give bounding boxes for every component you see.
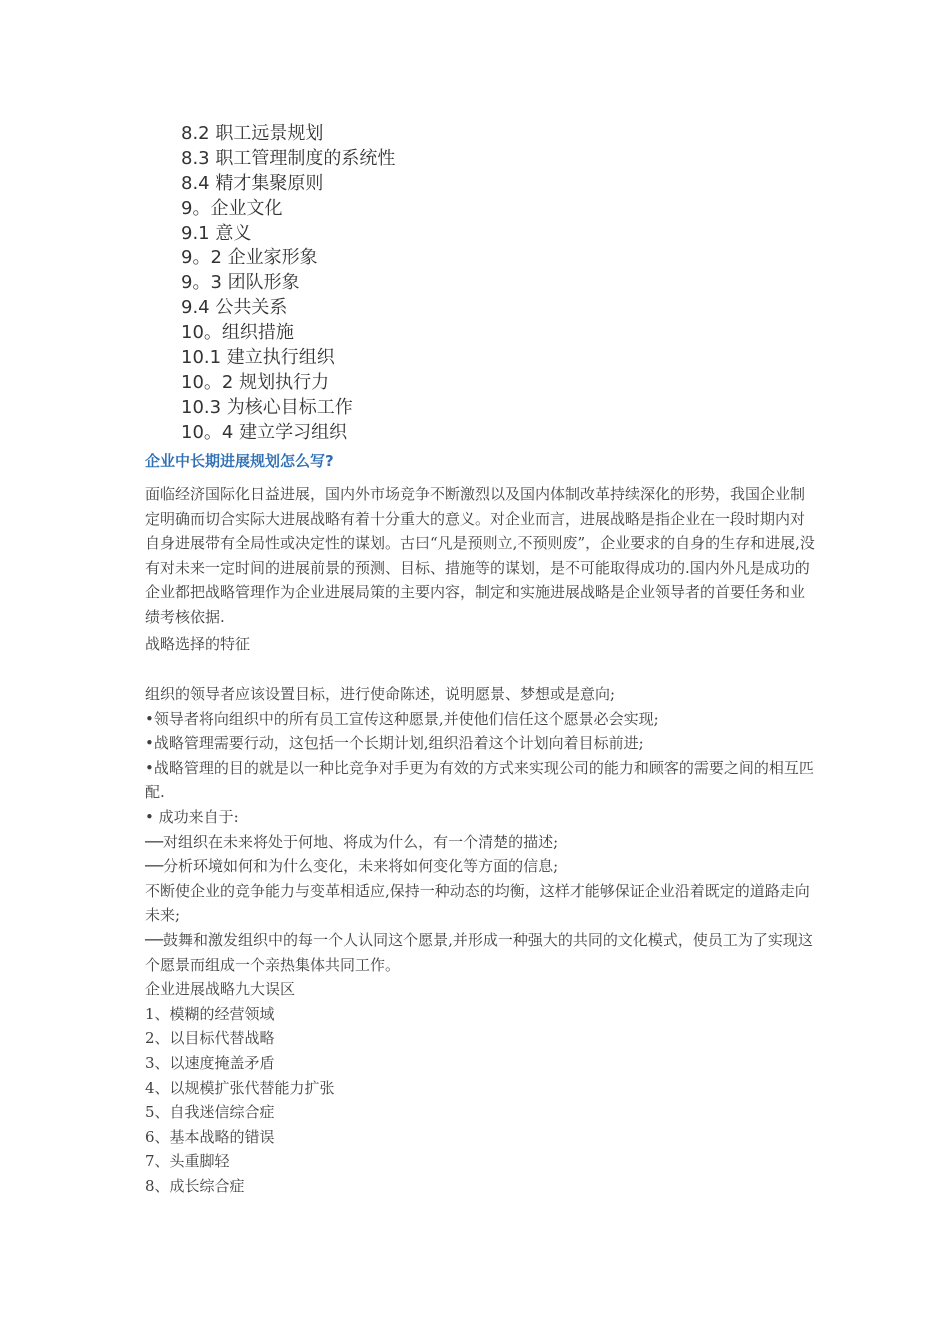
feature-title bbox=[145, 632, 817, 657]
feature-title-text: 战略选择的特征 bbox=[145, 635, 251, 653]
toc-item: 8.3 职工管理制度的系统性 bbox=[181, 147, 396, 169]
toc-item: 8.4 精才集聚原则 bbox=[181, 172, 324, 194]
table-of-contents bbox=[181, 122, 681, 446]
list-item: 不断使企业的竞争能力与变革相适应,保持一种动态的均衡，这样才能够保证企业沿着既定的道路走向未来; bbox=[145, 881, 810, 925]
list-item: 企业进展战略九大误区 bbox=[145, 980, 296, 999]
toc-item: 10.3 为核心目标工作 bbox=[181, 396, 353, 418]
features-list bbox=[145, 682, 817, 1198]
list-item: ──对组织在未来将处于何地、将成为什么，有一个清楚的描述; bbox=[145, 832, 559, 851]
section-heading: 企业中长期进展规划怎么写? bbox=[145, 452, 334, 470]
toc-item: 10.1 建立执行组织 bbox=[181, 347, 335, 369]
list-item: •领导者将向组织中的所有员工宣传这种愿景,并使他们信任这个愿景必会实现; bbox=[145, 709, 659, 728]
list-item: 8、成长综合症 bbox=[145, 1176, 245, 1195]
list-item: •战略管理的目的就是以一种比竞争对手更为有效的方式来实现公司的能力和顾客的需要之间的相互匹配. bbox=[145, 758, 814, 802]
list-item: 组织的领导者应该设置目标，进行使命陈述，说明愿景、梦想或是意向; bbox=[145, 685, 616, 703]
toc-item: 8.2 职工远景规划 bbox=[181, 123, 324, 144]
list-item: 2、以目标代替战略 bbox=[145, 1029, 275, 1048]
list-item: 4、以规模扩张代替能力扩张 bbox=[145, 1078, 335, 1097]
list-item: 6、基本战略的错误 bbox=[145, 1127, 275, 1146]
list-item: •战略管理需要行动，这包括一个长期计划,组织沿着这个计划向着目标前进; bbox=[145, 734, 644, 753]
list-item: 5、自我迷信综合症 bbox=[145, 1103, 275, 1122]
toc-item: 9。3 团队形象 bbox=[181, 272, 300, 294]
intro-paragraph bbox=[145, 482, 817, 630]
list-item: ──分析环境如何和为什么变化，未来将如何变化等方面的信息; bbox=[145, 857, 559, 876]
list-item: 3、以速度掩盖矛盾 bbox=[145, 1053, 275, 1072]
toc-item: 10。组织措施 bbox=[181, 322, 294, 344]
toc-item: 10。4 建立学习组织 bbox=[181, 421, 348, 443]
toc-item: 9.1 意义 bbox=[181, 222, 252, 244]
toc-item: 9。企业文化 bbox=[181, 197, 283, 219]
list-item: • 成功来自于: bbox=[145, 807, 239, 826]
toc-item: 10。2 规划执行力 bbox=[181, 371, 330, 393]
toc-item: 9.4 公共关系 bbox=[181, 297, 288, 319]
list-item: 1、模糊的经营领域 bbox=[145, 1004, 275, 1023]
toc-item: 9。2 企业家形象 bbox=[181, 247, 318, 269]
intro-text: 面临经济国际化日益进展，国内外市场竞争不断激烈以及国内体制改革持续深化的形势，我国企业制定明确而切合实际大进展战略有着十分重大的意义。对企业而言，进展战略是指企业在一段时期内对自身进展带有全局性或决定性的谋划。古曰“凡是预则立,不预则废”，企业要求的自身的生存和进展,没有对未来一定时间的进展前景的预测、目标、措施等的谋划，是不可能取得成功的.国内外凡是成功的企业都把战略管理作为企业进展局策的主要内容，制定和实施进展战略是企业领导者的首要任务和业绩考核依据. bbox=[145, 485, 815, 626]
list-item: 7、头重脚轻 bbox=[145, 1152, 230, 1171]
list-item: ──鼓舞和激发组织中的每一个人认同这个愿景,并形成一种强大的共同的文化模式，使员工为了实现这个愿景而组成一个亲热集体共同工作。 bbox=[145, 930, 813, 974]
